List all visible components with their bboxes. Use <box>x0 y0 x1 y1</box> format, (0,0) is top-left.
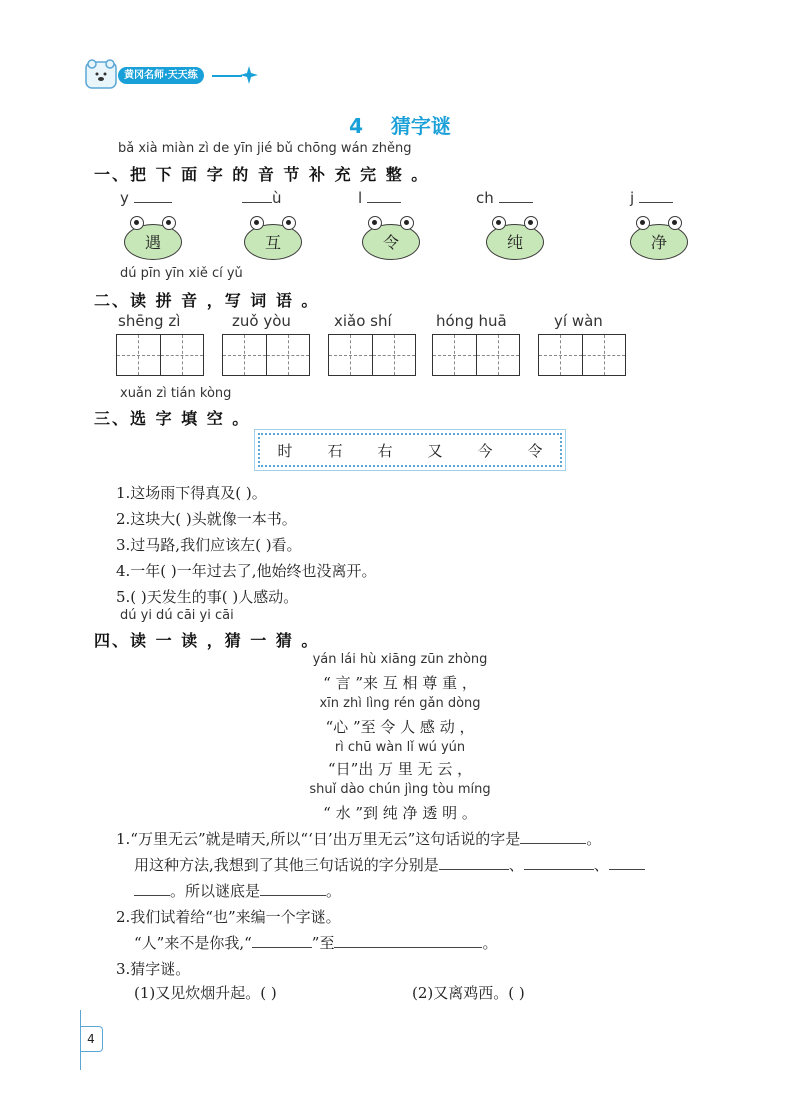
frog-card-5 <box>630 216 688 260</box>
question-2-line-1: 2.我们试着给“也”来编一个字谜。 <box>116 908 341 926</box>
writing-grid-4[interactable] <box>432 334 520 376</box>
answer-blank[interactable] <box>609 855 645 870</box>
word-choice: 令 <box>527 441 543 460</box>
answer-blank[interactable] <box>252 933 312 948</box>
question-1-line-1: 1.“万里无云”就是晴天,所以“‘日’出万里无云”这句话说的字是 。 <box>116 830 602 848</box>
frog-char: 令 <box>382 233 399 252</box>
frog-char: 互 <box>264 233 281 252</box>
fill-sentence-5: 5.( )天发生的事( )人感动。 <box>116 588 299 606</box>
poem-line-4: “ 水 ”到 纯 净 透 明 。 <box>323 804 477 822</box>
poem-pinyin-3: rì chū wàn lǐ wú yún <box>334 740 466 755</box>
frog-char: 遇 <box>144 233 161 252</box>
syllable-blank[interactable] <box>499 188 533 203</box>
section4-pinyin: dú yi dú cāi yi cāi <box>120 608 234 623</box>
question-3-line-1: 3.猜字谜。 <box>116 960 191 978</box>
writing-grid-2[interactable] <box>222 334 310 376</box>
answer-blank[interactable] <box>134 881 170 896</box>
section3-heading: 三、选 字 填 空 。 <box>94 409 251 428</box>
syllable-item-3: l <box>358 188 401 207</box>
syllable-blank[interactable] <box>134 188 172 203</box>
syllable-item-4: ch <box>476 188 533 207</box>
frog-card-1 <box>124 216 182 260</box>
syllable-item-2: ù <box>242 188 282 207</box>
question-1-line-3: 。所以谜底是 。 <box>134 880 341 901</box>
poem-line-1: “ 言 ”来 互 相 尊 重 ， <box>323 674 477 692</box>
riddle-1: (1)又见炊烟升起。( ) <box>134 984 277 1002</box>
answer-blank[interactable] <box>524 855 594 870</box>
section3-pinyin: xuǎn zì tián kòng <box>120 386 232 401</box>
writing-grid-3[interactable] <box>328 334 416 376</box>
word-pinyin-3: xiǎo shí <box>334 312 392 330</box>
sparkle-star-icon <box>240 66 258 84</box>
poem-pinyin-2: xīn zhì lìng rén gǎn dòng <box>319 696 481 711</box>
answer-blank[interactable] <box>334 933 482 948</box>
word-choice: 右 <box>377 441 393 460</box>
poem-line-2: “心 ”至 令 人 感 动 ， <box>325 718 475 736</box>
word-choice: 今 <box>477 441 493 460</box>
answer-blank[interactable] <box>520 829 586 844</box>
lesson-title <box>0 110 800 139</box>
section4-heading: 四、读 一 读 ，猜 一 猜 。 <box>94 631 320 650</box>
syllable-item-1: y <box>120 188 172 207</box>
answer-blank[interactable] <box>260 881 326 896</box>
syllable-blank[interactable] <box>367 188 401 203</box>
frog-char: 纯 <box>506 233 523 252</box>
frog-card-4 <box>486 216 544 260</box>
question-2-line-2: “人”来不是你我,“ ”至 。 <box>134 934 498 952</box>
poem-line-3: “日”出 万 里 无 云 ， <box>327 760 473 778</box>
fill-sentence-4: 4.一年( )一年过去了,他始终也没离开。 <box>116 562 377 580</box>
section1-heading: 一、把 下 面 字 的 音 节 补 充 完 整 。 <box>94 165 430 184</box>
question-1-line-2: 用这种方法,我想到了其他三句话说的字分别是 、 、 <box>134 854 645 875</box>
page-edge-line <box>80 1010 81 1070</box>
syllable-blank[interactable] <box>639 188 673 203</box>
section1-pinyin: bǎ xià miàn zì de yīn jié bǔ chōng wán zhěng <box>118 141 412 156</box>
series-badge <box>118 67 204 84</box>
writing-grid-1[interactable] <box>116 334 204 376</box>
word-pinyin-5: yí wàn <box>554 312 603 330</box>
word-choice: 时 <box>277 441 293 460</box>
poem-pinyin-4: shuǐ dào chún jìng tòu míng <box>309 782 491 797</box>
word-pinyin-4: hóng huā <box>436 312 507 330</box>
bear-logo-icon <box>84 58 120 92</box>
section2-pinyin: dú pīn yīn xiě cí yǔ <box>120 266 243 281</box>
word-choice-box <box>258 433 562 467</box>
syllable-item-5: j <box>630 188 673 207</box>
word-choice: 石 <box>327 441 343 460</box>
header-logo <box>84 58 264 92</box>
answer-blank[interactable] <box>439 855 509 870</box>
page-number: 4 <box>87 1032 95 1046</box>
frog-card-2 <box>244 216 302 260</box>
word-choice: 又 <box>427 441 443 460</box>
frog-card-3 <box>362 216 420 260</box>
writing-grid-5[interactable] <box>538 334 626 376</box>
poem-pinyin-1: yán lái hù xiāng zūn zhòng <box>312 652 488 667</box>
riddle-2: (2)又离鸡西。( ) <box>412 984 525 1002</box>
syllable-blank[interactable] <box>242 188 272 203</box>
section2-heading: 二、读 拼 音 ，写 词 语 。 <box>94 291 320 310</box>
header-rule <box>212 75 242 77</box>
page-number-tab <box>80 1026 103 1052</box>
frog-char: 净 <box>650 233 667 252</box>
fill-sentence-3: 3.过马路,我们应该左( )看。 <box>116 536 302 554</box>
series-logo-text: 黄冈名师·天天练 <box>124 70 198 81</box>
word-pinyin-1: shēng zì <box>118 312 181 330</box>
lesson-number: 4 <box>349 114 364 138</box>
lesson-title-text: 猜字谜 <box>390 114 451 138</box>
word-pinyin-2: zuǒ yòu <box>232 312 291 330</box>
fill-sentence-1: 1.这场雨下得真及( )。 <box>116 484 267 502</box>
fill-sentence-2: 2.这块大( )头就像一本书。 <box>116 510 297 528</box>
